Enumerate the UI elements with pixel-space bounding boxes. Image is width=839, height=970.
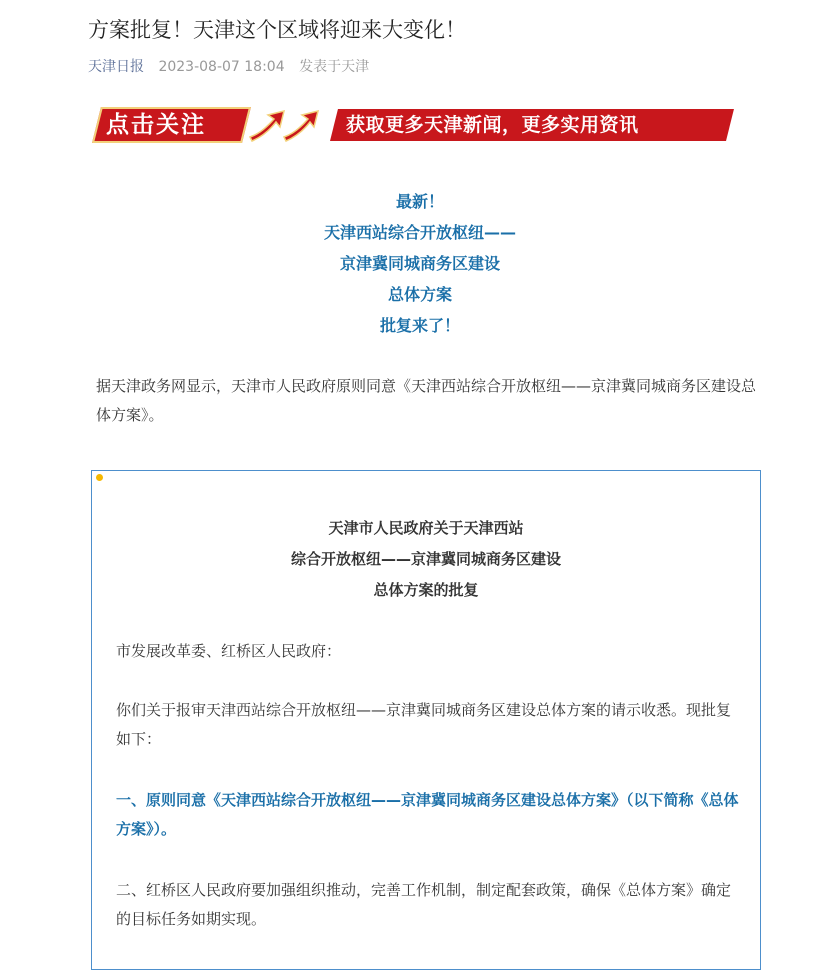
highlight-line: 总体方案 xyxy=(387,285,452,304)
follow-banner[interactable] xyxy=(92,107,728,143)
highlight-block xyxy=(88,188,752,343)
banner-follow-label: 点击关注 xyxy=(106,111,206,138)
double-arrow-icon xyxy=(244,103,328,145)
highlight-line: 最新！ xyxy=(395,192,444,211)
document-addressee: 市发展改革委、红桥区人民政府： xyxy=(116,642,342,660)
document-clause-one: 一、原则同意《天津西站综合开放枢纽——京津冀同城商务区建设总体方案》（以下简称《总体方案》）。 xyxy=(116,791,739,838)
banner-info-label: 获取更多天津新闻，更多实用资讯 xyxy=(346,114,639,136)
source-link[interactable]: 天津日报 xyxy=(88,59,144,75)
intro-paragraph: 据天津政务网显示，天津市人民政府原则同意《天津西站综合开放枢纽——京津冀同城商务区建设总体方案》。 xyxy=(96,377,757,424)
publish-location: 发表于天津 xyxy=(299,59,370,75)
document-title-line: 综合开放枢纽——京津冀同城商务区建设 xyxy=(290,550,561,568)
article-meta xyxy=(88,57,369,77)
highlight-line: 京津冀同城商务区建设 xyxy=(339,254,500,273)
bullet-dot-icon xyxy=(96,474,103,481)
document-title-line: 总体方案的批复 xyxy=(373,581,479,599)
document-paragraph: 你们关于报审天津西站综合开放枢纽——京津冀同城商务区建设总体方案的请示收悉。现批复如下： xyxy=(116,701,732,748)
article-title: 方案批复！天津这个区域将迎来大变化！ xyxy=(88,18,466,42)
highlight-line: 天津西站综合开放枢纽—— xyxy=(323,223,516,242)
publish-time: 2023-08-07 18:04 xyxy=(158,59,285,75)
document-clause-two: 二、红桥区人民政府要加强组织推动，完善工作机制，制定配套政策，确保《总体方案》确定的目标任务如期实现。 xyxy=(116,881,732,928)
highlight-line: 批复来了！ xyxy=(379,316,460,335)
document-title xyxy=(91,513,761,606)
document-title-line: 天津市人民政府关于天津西站 xyxy=(328,519,524,537)
